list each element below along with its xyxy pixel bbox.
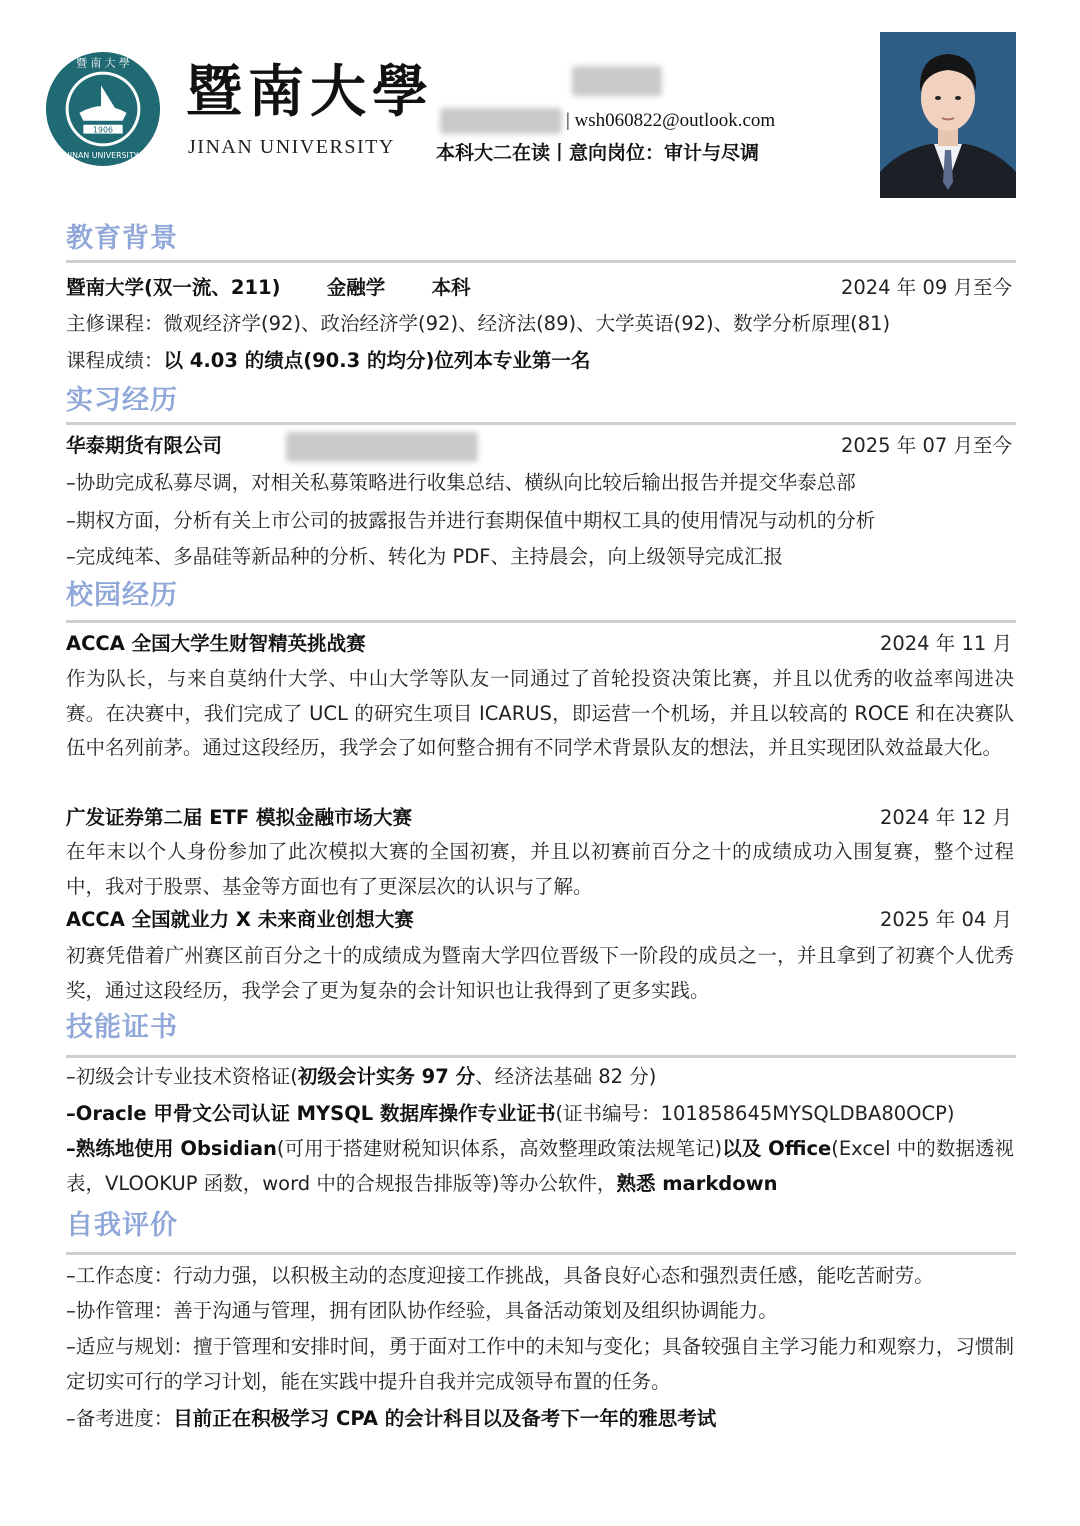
competition-description: 在年末以个人身份参加了此次模拟大赛的全国初赛，并且以初赛前百分之十的成绩成功入围复赛，整个过程中，我对于股票、基金等方面也有了更深层次的认识与了解。 [66,840,1014,898]
internship-item: –协助完成私募尽调，对相关私募策略进行收集总结、横纵向比较后输出报告并提交华泰总部 [66,471,856,494]
internship-item: –期权方面，分析有关上市公司的披露报告并进行套期保值中期权工具的使用情况与动机的分析 [66,509,876,532]
major: 金融学 [326,276,386,299]
skill-highlight: 熟悉 markdown [616,1171,778,1195]
grade-line [66,347,1014,375]
section-divider [66,620,1016,623]
self-eval-item: –协作管理：善于沟通与管理，拥有团队协作经验，具备活动策划及组织协调能力。 [66,1299,778,1322]
skill-item-oracle [66,1100,1014,1128]
section-title-education: 教育背景 [66,223,178,254]
competition-name: ACCA 全国就业力 X 未来商业创想大赛 [66,908,414,931]
seal-year: 1906 [92,125,114,135]
status-line: 本科大二在读丨意向岗位：审计与尽调 [436,142,760,164]
competition-name: 广发证券第二届 ETF 模拟金融市场大赛 [66,806,413,829]
section-divider [66,1252,1016,1255]
internship-date: 2025 年 07 月至今 [840,434,1012,457]
grade-label: 课程成绩： [66,349,164,372]
campus-entry-title [66,906,1014,934]
section-divider [66,422,1016,425]
seal-text-bottom: JINAN UNIVERSITY [67,151,139,161]
competition-name: ACCA 全国大学生财智精英挑战赛 [66,632,366,655]
blurred-phone [440,108,562,134]
courses-list: 微观经济学(92)、政治经济学(92)、经济法(89)、大学英语(92)、数学分析原理(81) [163,312,891,335]
blurred-name [572,66,662,96]
grade-text: 以 4.03 的绩点(90.3 的均分)位列本专业第一名 [163,349,591,372]
section-divider [66,1055,1016,1058]
profile-photo [880,32,1016,198]
skill-highlight: –Oracle 甲骨文公司认证 MYSQL 数据库操作专业证书 [66,1102,556,1125]
skill-text: (Excel 中的数据透视表，VLOOKUP 函数，word 中的合规报告排版等)等办公软件， [66,1137,1014,1195]
university-name-cn: 暨南大學 [186,59,434,125]
contact-email: | wsh060822@outlook.com [566,110,776,131]
courses-label: 主修课程： [66,312,164,335]
university-seal-logo [44,50,162,168]
university-name-en: JINAN UNIVERSITY [188,136,395,158]
self-eval-item [66,1405,1014,1433]
competition-description: 作为队长，与来自莫纳什大学、中山大学等队友一同通过了首轮投资决策比赛，并且以优秀的收益率闯进决赛。在决赛中，我们完成了 UCL 的研究生项目 ICARUS，即运营一个机场，并且以较高的 ROCE 和在决赛队伍中名列前茅。通过这段经历，我学会了如何整合拥有不同学术背景队友的想法，并且实现团队效益最大化。 [66,667,1014,759]
education-date: 2024 年 09 月至今 [840,276,1012,299]
competition-date: 2025 年 04 月 [879,908,1012,931]
section-divider [66,260,1016,263]
skill-item-software [66,1132,1014,1201]
self-eval-label: –备考进度： [66,1407,174,1430]
skill-text: 、经济法基础 82 分) [475,1065,657,1088]
self-eval-highlight: 目前正在积极学习 CPA 的会计科目以及备考下一年的雅思考试 [173,1407,717,1430]
company-name: 华泰期货有限公司 [66,434,223,457]
skill-highlight: –熟练地使用 Obsidian [66,1137,277,1160]
campus-entry-title [66,804,1014,832]
skill-highlight: 初级会计实务 97 分 [297,1065,476,1088]
self-eval-item: –工作态度：行动力强，以积极主动的态度迎接工作挑战，具备良好心态和强烈责任感，能吃苦耐劳。 [66,1264,934,1287]
blurred-position [286,432,478,462]
skill-item-accounting [66,1063,1014,1091]
internship-item: –完成纯苯、多晶硅等新品种的分析、转化为 PDF、主持晨会，向上级领导完成汇报 [66,545,783,568]
campus-entry-title [66,630,1014,658]
courses-line [66,310,1014,338]
section-title-campus: 校园经历 [66,580,178,611]
section-title-skills: 技能证书 [66,1012,178,1043]
skill-text: (可用于搭建财税知识体系，高效整理政策法规笔记) [276,1137,723,1160]
skill-text: –初级会计专业技术资格证( [66,1065,298,1088]
competition-date: 2024 年 11 月 [879,632,1012,655]
competition-description: 初赛凭借着广州赛区前百分之十的成绩成为暨南大学四位晋级下一阶段的成员之一，并且拿到了初赛个人优秀奖，通过这段经历，我学会了更为复杂的会计知识也让我得到了更多实践。 [66,944,1014,1002]
self-eval-item: –适应与规划：擅于管理和安排时间，勇于面对工作中的未知与变化；具备较强自主学习能力和观察力，习惯制定切实可行的学习计划，能在实践中提升自我并完成领导布置的任务。 [66,1335,1014,1393]
section-title-self-evaluation: 自我评价 [66,1210,178,1241]
competition-date: 2024 年 12 月 [879,806,1012,829]
school-name: 暨南大学(双一流、211) [66,276,281,299]
section-title-internship: 实习经历 [66,385,178,416]
skill-highlight: 以及 Office [722,1137,832,1160]
seal-text-top: 暨 南 大 學 [76,56,130,70]
degree: 本科 [431,276,471,299]
skill-text: (证书编号：101858645MYSQLDBA80OCP) [555,1102,955,1125]
